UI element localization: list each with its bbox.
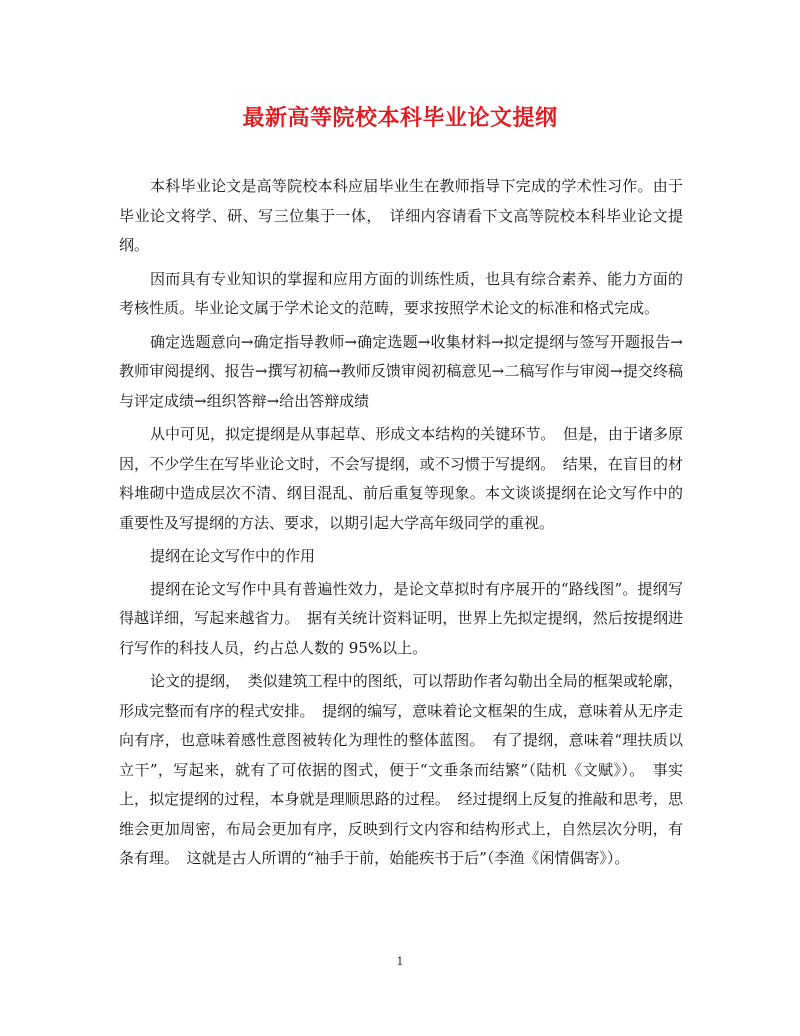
- paragraph-intro: 本科毕业论文是高等院校本科应届毕业生在教师指导下完成的学术性习作。由于毕业论文将学、研、写三位集于一体， 详细内容请看下文高等院校本科毕业论文提纲。: [119, 177, 683, 254]
- paragraph-process-flow: 确定选题意向→确定指导教师→确定选题→收集材料→拟定提纲与签写开题报告→教师审阅提纲、报告→撰写初稿→教师反馈审阅初稿意见→二稿写作与审阅→提交终稿与评定成绩→组织答辩→给出答辩成绩: [119, 332, 683, 410]
- page-number: 1: [396, 955, 404, 968]
- paragraph-key-step: 从中可见，拟定提纲是从事起草、形成文本结构的关键环节。 但是，由于诸多原因，不少学生在写毕业论文时，不会写提纲，或不习惯于写提纲。 结果，在盲目的材料堆砌中造成层次不清、纲目混乱、前后重复等现象。本文谈谈提纲在论文写作中的重要性及写提纲的方法、要求，以期引起大学高年级同学的重视。: [119, 425, 683, 532]
- paragraph-nature: 因而具有专业知识的掌握和应用方面的训练性质，也具有综合素养、能力方面的考核性质。毕业论文属于学术论文的范畴，要求按照学术论文的标准和格式完成。: [119, 269, 683, 317]
- document-body: [119, 172, 683, 878]
- paragraph-outline-blueprint: 论文的提纲， 类似建筑工程中的图纸，可以帮助作者勾勒出全局的框架或轮廓，形成完整而有序的程式安排。 提纲的编写，意味着论文框架的生成，意味着从无序走向有序，也意味着感性意图被转化为理性的整体蓝图。 有了提纲，意味着“理扶质以立干”，写起来，就有了可依据的图式，便于“文垂条而结繁”（陆机《文赋》）。 事实上，拟定提纲的过程，本身就是理顺思路的过程。 经过提纲上反复的推敲和思考，思维会更加周密，布局会更加有序，反映到行文内容和结构形式上，自然层次分明，有条有理。 这就是古人所谓的“袖手于前，始能疾书于后”（李渔《闲情偶寄》）。: [119, 672, 683, 867]
- paragraph-outline-effect: 提纲在论文写作中具有普遍性效力，是论文草拟时有序展开的“路线图”。提纲写得越详细，写起来越省力。 据有关统计资料证明，世界上先拟定提纲，然后按提纲进行写作的科技人员，约占总人数的 95%以上。: [119, 579, 683, 657]
- section-heading: 提纲在论文写作中的作用: [150, 547, 316, 565]
- document-title: 最新高等院校本科毕业论文提纲: [242, 105, 558, 131]
